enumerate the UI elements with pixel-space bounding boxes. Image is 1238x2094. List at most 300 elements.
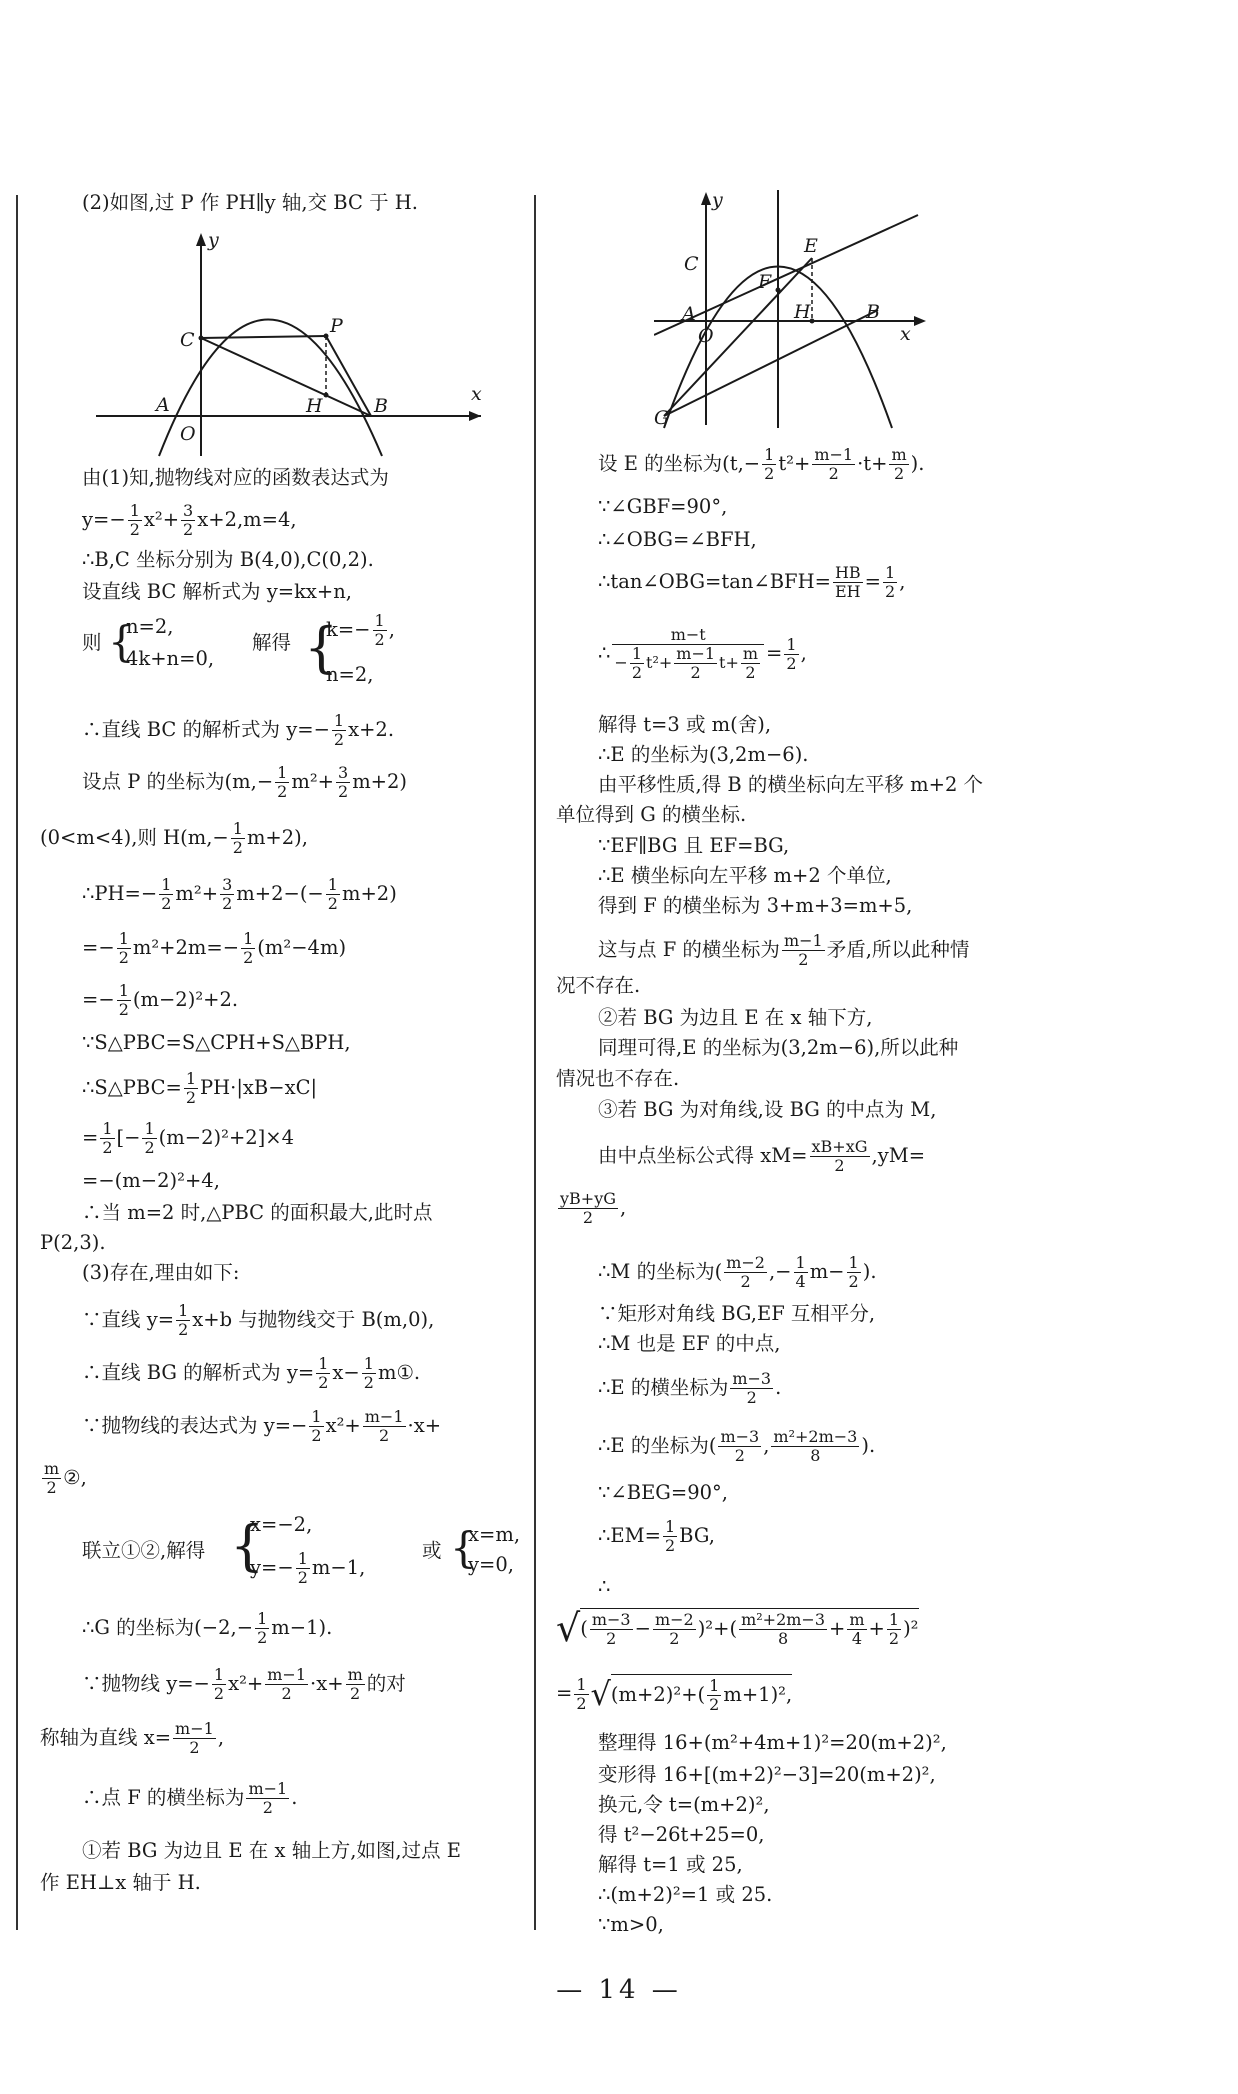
denominator: 2 xyxy=(848,1272,859,1291)
text-line: ∵∠BEG=90°, xyxy=(598,1481,728,1504)
denominator: 4 xyxy=(851,1629,863,1648)
numerator: 1 xyxy=(333,711,345,730)
text-span: 设点 P 的坐标为(m,− xyxy=(82,770,274,793)
fraction xyxy=(42,1460,61,1497)
text-line xyxy=(598,1518,715,1555)
fig2-label-G: G xyxy=(654,407,670,429)
fraction xyxy=(833,564,863,601)
text-span: ∴tan∠OBG=tan∠BFH= xyxy=(598,570,831,593)
text-line: 变形得 16+[(m+2)²−3]=20(m+2)², xyxy=(598,1763,936,1786)
text-span: + xyxy=(829,1617,846,1640)
text-span: ∴点 F 的横坐标为 xyxy=(82,1786,245,1809)
numerator: m−1 xyxy=(676,644,716,663)
text-span: PH·|xB−xC| xyxy=(200,1076,318,1099)
denominator: 2 xyxy=(118,948,129,967)
denominator: 2 xyxy=(257,1628,268,1647)
text-span: x=m, xyxy=(468,1523,521,1546)
fraction xyxy=(220,876,234,913)
numerator: m²+2m−3 xyxy=(773,1427,858,1446)
fraction xyxy=(100,1120,114,1157)
text-span: m−1). xyxy=(271,1616,333,1639)
text-span: =− xyxy=(82,936,115,959)
text-line: (2)如图,过 P 作 PH∥y 轴,交 BC 于 H. xyxy=(82,191,418,214)
numerator: 1 xyxy=(885,563,896,582)
numerator: 1 xyxy=(709,1676,720,1695)
sqrt-radicand xyxy=(580,1608,918,1648)
column-divider xyxy=(534,195,536,1930)
text-line xyxy=(82,764,407,801)
fraction xyxy=(332,712,346,749)
left-brace: { xyxy=(304,616,339,679)
fraction xyxy=(176,1302,190,1339)
text-line xyxy=(598,932,969,969)
text-span: y=0, xyxy=(468,1553,514,1576)
sqrt-sign: √ xyxy=(590,1675,611,1713)
numerator: 1 xyxy=(185,1069,197,1088)
text-line: 换元,令 t=(m+2)², xyxy=(598,1793,770,1816)
text-line: 解得 t=1 或 25, xyxy=(598,1853,743,1876)
text-span: x²+ xyxy=(143,508,180,531)
text-line xyxy=(82,712,394,749)
fraction xyxy=(296,1550,310,1587)
sqrt-sign: √ xyxy=(556,1606,581,1650)
denominator: 2 xyxy=(318,1373,329,1392)
text-line: ∵EF∥BG 且 EF=BG, xyxy=(598,834,790,857)
text-line: ①若 BG 为边且 E 在 x 轴上方,如图,过点 E xyxy=(82,1839,462,1862)
text-span: ·x+ xyxy=(310,1672,344,1695)
fraction xyxy=(241,930,255,967)
fig2-label-x: x xyxy=(900,323,911,345)
text-span: ,yM= xyxy=(871,1144,926,1167)
text-span: ∴ xyxy=(598,641,611,665)
text-line xyxy=(82,1355,420,1392)
text-span: 4k+n=0, xyxy=(126,647,215,670)
numerator: m−1 xyxy=(267,1665,307,1684)
fraction xyxy=(265,1666,308,1703)
text-span: x=−2, xyxy=(250,1513,313,1536)
fraction xyxy=(812,446,855,483)
denominator: 2 xyxy=(129,520,140,539)
page-number: — 14 — xyxy=(556,1975,682,2005)
denominator: 2 xyxy=(734,1446,745,1465)
fraction xyxy=(117,930,131,967)
text-span: = xyxy=(864,570,881,593)
denominator: 2 xyxy=(664,1536,676,1555)
fraction xyxy=(159,876,173,913)
text-span: , xyxy=(388,618,395,641)
fraction xyxy=(117,982,131,1019)
text-line: (3)存在,理由如下: xyxy=(82,1261,240,1284)
text-span: ∵抛物线的表达式为 y=− xyxy=(82,1414,308,1437)
denominator: EH xyxy=(834,582,861,601)
text-line: 由平移性质,得 B 的横坐标向左平移 m+2 个 xyxy=(598,773,984,796)
fraction xyxy=(889,446,908,483)
text-span: ∴直线 BC 的解析式为 y=− xyxy=(82,718,330,741)
numerator: 1 xyxy=(764,445,775,464)
text-line xyxy=(82,1408,441,1445)
fig1-label-A: A xyxy=(156,394,170,416)
fraction xyxy=(612,626,764,682)
text-line xyxy=(40,1460,87,1497)
text-span: m+2), xyxy=(246,826,308,849)
text-span: ). xyxy=(861,1434,876,1457)
text-line: 解得 t=3 或 m(舍), xyxy=(598,713,772,736)
denominator: 2 xyxy=(709,1695,720,1714)
text-span: , xyxy=(620,1196,627,1219)
text-line xyxy=(82,1610,332,1647)
text-span: ·x+ xyxy=(407,1414,442,1437)
numerator: yB+yG xyxy=(560,1189,617,1208)
text-line: ∴E 横坐标向左平移 m+2 个单位, xyxy=(598,864,892,887)
numerator: 1 xyxy=(363,1354,374,1373)
text-line: ∴E 的坐标为(3,2m−6). xyxy=(598,743,809,766)
text-line xyxy=(598,1370,781,1407)
numerator: m xyxy=(742,644,759,663)
fig2-label-H: H xyxy=(794,301,811,323)
text-line: 整理得 16+(m²+4m+1)²=20(m+2)², xyxy=(598,1731,947,1754)
fraction xyxy=(847,1254,861,1291)
numerator: 1 xyxy=(297,1549,308,1568)
numerator: m−3 xyxy=(591,1610,631,1629)
text-span: = xyxy=(556,1681,573,1705)
fraction xyxy=(630,645,644,682)
numerator: 1 xyxy=(257,1609,268,1628)
numerator: 3 xyxy=(183,501,194,520)
denominator: 2 xyxy=(243,948,254,967)
numerator: 1 xyxy=(102,1119,113,1138)
text-span: k=− xyxy=(326,618,371,641)
denominator: 2 xyxy=(374,630,385,649)
fig2-label-E: E xyxy=(804,235,818,257)
fraction xyxy=(847,1611,866,1648)
text-line xyxy=(82,1070,317,1107)
text-span: . xyxy=(291,1786,298,1809)
denominator: 4 xyxy=(795,1272,806,1291)
denominator: 2 xyxy=(606,1629,617,1648)
fraction xyxy=(173,1720,216,1757)
numerator: 1 xyxy=(277,763,288,782)
text-span: n=2, xyxy=(326,663,374,686)
denominator: 2 xyxy=(281,1684,292,1703)
numerator: 1 xyxy=(374,611,385,630)
text-line: ∵m>0, xyxy=(598,1913,664,1936)
denominator: 2 xyxy=(631,663,643,682)
text-span: 解得 xyxy=(252,631,292,654)
text-line: ∴∠OBG=∠BFH, xyxy=(598,528,757,551)
text-span: m− xyxy=(809,1260,845,1283)
text-span: = xyxy=(766,641,783,665)
text-span: x− xyxy=(332,1361,360,1384)
text-line: ∵S△PBC=S△CPH+S△BPH, xyxy=(82,1031,351,1054)
text-line: ∵矩形对角线 BG,EF 互相平分, xyxy=(598,1302,876,1325)
fraction xyxy=(810,1138,870,1175)
denominator: 2 xyxy=(669,1629,680,1648)
left-brace: { xyxy=(450,1523,477,1572)
text-span xyxy=(250,1550,365,1587)
text-span: (m+2)²+( xyxy=(610,1683,706,1706)
text-span: (m−2)²+2. xyxy=(132,988,239,1011)
denominator: 2 xyxy=(144,1138,155,1157)
numerator: m−3 xyxy=(720,1427,760,1446)
denominator: 2 xyxy=(102,1138,113,1157)
denominator xyxy=(612,645,764,682)
text-span: ②, xyxy=(63,1466,87,1489)
text-span: 则 xyxy=(82,631,102,654)
numerator: m−1 xyxy=(364,1407,404,1426)
fig1-label-B: B xyxy=(374,395,388,417)
text-span: m²+ xyxy=(291,770,334,793)
text-line: ∴ xyxy=(598,1575,611,1598)
text-span: t+ xyxy=(719,653,739,672)
text-line xyxy=(556,1674,792,1714)
text-span: m²+2m=− xyxy=(132,936,240,959)
denominator: 2 xyxy=(582,1208,594,1227)
fraction xyxy=(741,645,760,682)
text-span: t²+ xyxy=(646,653,673,672)
denominator: 2 xyxy=(745,663,756,682)
text-span: m+2−(− xyxy=(236,882,324,905)
text-span: ·t+ xyxy=(857,452,888,475)
fraction xyxy=(590,1611,633,1648)
text-line xyxy=(82,876,397,913)
denominator: 2 xyxy=(893,464,905,483)
text-span: − xyxy=(634,1617,651,1640)
text-span: 矛盾,所以此种情 xyxy=(826,938,970,961)
fraction xyxy=(181,502,195,539)
text-span: x²+ xyxy=(325,1414,361,1437)
text-line xyxy=(82,1302,434,1339)
text-span: m+1)², xyxy=(723,1683,793,1706)
denominator: 2 xyxy=(185,1088,197,1107)
fraction xyxy=(782,932,825,969)
fraction xyxy=(309,1408,323,1445)
fig2-label-A: A xyxy=(682,303,696,325)
numerator: m xyxy=(44,1459,60,1478)
text-span: m①. xyxy=(377,1361,421,1384)
text-span: BG, xyxy=(679,1524,715,1547)
denominator: 2 xyxy=(885,582,896,601)
figure-parabola-rectangle xyxy=(654,190,934,430)
denominator: 2 xyxy=(262,1798,273,1817)
text-line: 单位得到 G 的横坐标. xyxy=(556,803,747,826)
fig1-label-x: x xyxy=(471,383,482,405)
text-line xyxy=(598,1138,925,1175)
text-line xyxy=(598,564,905,601)
denominator: 2 xyxy=(183,520,194,539)
text-line: 同理可得,E 的坐标为(3,2m−6),所以此种 xyxy=(598,1036,959,1059)
fraction xyxy=(794,1254,808,1291)
denominator: 2 xyxy=(786,653,797,673)
text-span xyxy=(326,612,395,649)
text-span: + xyxy=(868,1617,885,1640)
numerator: 1 xyxy=(318,1354,329,1373)
text-span: n=2, xyxy=(126,615,174,638)
fraction xyxy=(346,1666,365,1703)
numerator: 1 xyxy=(243,929,254,948)
text-span: ). xyxy=(910,452,925,475)
fraction xyxy=(730,1370,773,1407)
text-line: ∴M 也是 EF 的中点, xyxy=(598,1332,781,1355)
denominator: 2 xyxy=(222,894,233,913)
fig1-label-H: H xyxy=(306,395,323,417)
fraction xyxy=(212,1666,226,1703)
fig2-label-B: B xyxy=(866,301,880,323)
text-span: ∵直线 y= xyxy=(82,1308,175,1331)
fraction xyxy=(246,1780,289,1817)
text-span: ∴直线 BG 的解析式为 y= xyxy=(82,1361,315,1384)
text-line xyxy=(40,1720,224,1757)
fraction xyxy=(184,1070,198,1107)
numerator: m−t xyxy=(612,626,764,645)
text-span: m²+ xyxy=(175,882,219,905)
fraction xyxy=(739,1611,827,1648)
text-span: ∴E 的坐标为( xyxy=(598,1434,717,1457)
text-line xyxy=(556,1190,626,1227)
column-divider xyxy=(16,195,18,1930)
numerator: 1 xyxy=(786,634,797,654)
denominator: 2 xyxy=(327,894,338,913)
fraction xyxy=(883,564,897,601)
text-span: =− xyxy=(82,988,115,1011)
fig1-label-y: y xyxy=(208,229,219,251)
numerator: 1 xyxy=(118,929,129,948)
text-span: 的对 xyxy=(366,1672,406,1695)
text-span: , xyxy=(899,570,906,593)
text-span: (0<m<4),则 H(m,− xyxy=(40,826,229,849)
numerator: 1 xyxy=(664,1517,676,1536)
fraction xyxy=(231,820,245,857)
text-span: ∴PH=− xyxy=(82,882,158,905)
numerator: m xyxy=(347,1665,363,1684)
left-brace: { xyxy=(108,617,135,666)
numerator: 1 xyxy=(118,981,129,1000)
text-span: ∴E 的横坐标为 xyxy=(598,1376,729,1399)
text-line: 况不存在. xyxy=(556,974,641,997)
fraction xyxy=(316,1355,330,1392)
text-span: , xyxy=(763,1434,770,1457)
denominator: 2 xyxy=(46,1478,57,1497)
denominator: 2 xyxy=(232,838,243,857)
denominator: 2 xyxy=(189,1738,200,1757)
fraction xyxy=(373,612,387,649)
text-span: ∵抛物线 y=− xyxy=(82,1672,210,1695)
text-span: (m−2)²+2]×4 xyxy=(158,1126,295,1149)
denominator: 2 xyxy=(888,1629,900,1648)
fig1-label-O: O xyxy=(180,423,196,445)
numerator: 1 xyxy=(178,1301,189,1320)
text-span: m+2) xyxy=(341,882,397,905)
fraction xyxy=(574,1676,588,1713)
text-line xyxy=(598,626,807,682)
denominator: 2 xyxy=(118,1000,129,1019)
denominator: 2 xyxy=(798,950,809,969)
text-line: 得到 F 的横坐标为 3+m+3=m+5, xyxy=(598,894,913,917)
denominator: 2 xyxy=(576,1693,587,1713)
text-span: x+b 与抛物线交于 B(m,0), xyxy=(192,1308,435,1331)
fig2-label-O: O xyxy=(698,325,714,347)
fraction xyxy=(771,1428,859,1465)
text-span: ,− xyxy=(768,1260,792,1283)
text-span: m+2) xyxy=(352,770,408,793)
text-span: )² xyxy=(903,1617,919,1640)
text-span: y=− xyxy=(82,508,126,531)
numerator: 1 xyxy=(144,1119,155,1138)
numerator: HB xyxy=(834,563,861,582)
text-span: ∴EM= xyxy=(598,1524,661,1547)
text-line: 设直线 BC 解析式为 y=kx+n, xyxy=(82,580,352,603)
numerator: 1 xyxy=(631,644,643,663)
text-span: 由中点坐标公式得 xM= xyxy=(598,1144,808,1167)
text-line xyxy=(598,1254,877,1291)
denominator: 2 xyxy=(350,1684,361,1703)
text-span: ∴M 的坐标为( xyxy=(598,1260,723,1283)
denominator: 2 xyxy=(764,464,775,483)
text-span: x+2. xyxy=(348,718,395,741)
denominator: 2 xyxy=(828,464,839,483)
numerator: 1 xyxy=(161,875,172,894)
text-span: [− xyxy=(116,1126,141,1149)
fraction xyxy=(275,764,289,801)
numerator: m−2 xyxy=(726,1253,765,1272)
text-line: ∴当 m=2 时,△PBC 的面积最大,此时点 xyxy=(82,1201,433,1224)
denominator: 2 xyxy=(379,1426,390,1445)
fraction xyxy=(784,636,798,673)
text-line xyxy=(82,982,238,1019)
denominator: 2 xyxy=(746,1388,757,1407)
numerator: 3 xyxy=(222,875,233,894)
text-line xyxy=(556,1608,919,1648)
text-span: )²+( xyxy=(697,1617,738,1640)
numerator: 1 xyxy=(795,1253,806,1272)
fraction xyxy=(762,446,776,483)
text-line xyxy=(82,502,297,539)
denominator: 2 xyxy=(297,1568,308,1587)
numerator: m xyxy=(891,445,907,464)
text-line: 情况也不存在. xyxy=(556,1067,680,1090)
fraction xyxy=(724,1254,767,1291)
numerator: xB+xG xyxy=(811,1137,868,1156)
text-line: ∵∠GBF=90°, xyxy=(598,495,728,518)
numerator: m−1 xyxy=(175,1719,214,1738)
numerator: 1 xyxy=(327,875,338,894)
text-span: t²+ xyxy=(778,452,811,475)
text-line: ②若 BG 为边且 E 在 x 轴下方, xyxy=(598,1006,873,1029)
denominator: 2 xyxy=(363,1373,374,1392)
numerator: m−1 xyxy=(783,931,823,950)
denominator: 2 xyxy=(338,782,349,801)
numerator: 1 xyxy=(129,501,140,520)
text-line: 得 t²−26t+25=0, xyxy=(598,1823,765,1846)
fig2-label-F: F xyxy=(758,271,772,293)
denominator: 2 xyxy=(161,894,172,913)
text-span: , xyxy=(217,1726,225,1749)
numerator: 1 xyxy=(576,1674,587,1694)
text-span: ( xyxy=(580,1617,588,1640)
denominator: 2 xyxy=(740,1272,751,1291)
fraction xyxy=(326,876,340,913)
text-line xyxy=(598,1428,875,1465)
numerator: m−3 xyxy=(732,1369,772,1388)
fraction xyxy=(887,1611,901,1648)
text-span: 设 E 的坐标为(t,− xyxy=(598,452,761,475)
denominator: 2 xyxy=(311,1426,322,1445)
fraction xyxy=(255,1610,269,1647)
text-span: 称轴为直线 x= xyxy=(40,1726,172,1749)
text-line: ③若 BG 为对角线,设 BG 的中点为 M, xyxy=(598,1098,937,1121)
fraction xyxy=(362,1355,376,1392)
denominator: 2 xyxy=(213,1684,225,1703)
fraction xyxy=(718,1428,761,1465)
